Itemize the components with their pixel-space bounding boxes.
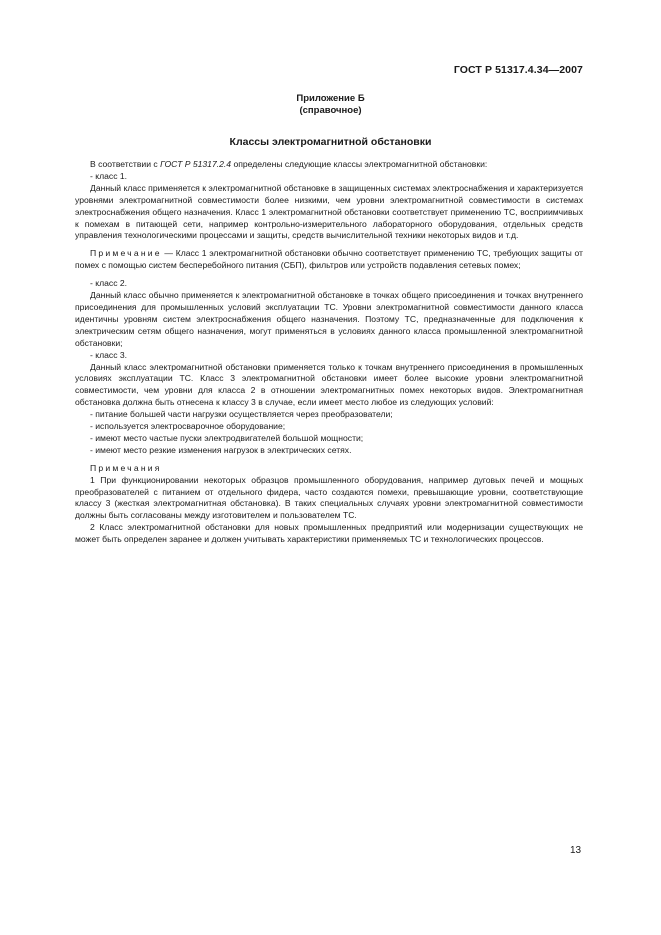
annex-heading [0,93,661,117]
standard-designation: ГОСТ Р 51317.4.34—2007 [453,64,583,76]
intro-paragraph [75,159,583,171]
class3-label: - класс 3. [90,349,128,360]
class1-label: - класс 1. [90,170,128,181]
page-number: 13 [570,845,582,856]
condition-item: - питание большей части нагрузки осуществляется через преобразователи; [90,409,393,420]
section-title: Классы электромагнитной обстановки [229,136,432,148]
class2-description: Данный класс обычно применяется к электромагнитной обстановке в точках общего присоединения и точках внутреннего присоединения для промышленных условий эксплуатации ТС. Уровни электромагнитной совместимости данного класса идентичны уровням систем электроснабжения общего назначения. Поэтому ТС, предназначенные для подключения к электрическим сетям общего назначения, могут применяться в условиях данного класса промышленной электромагнитной обстановки; [75,290,583,348]
annex-subtitle: (справочное) [299,105,362,116]
class3-description: Данный класс электромагнитной обстановки применяется только к точкам внутреннего присоединения в промышленных условиях эксплуатации ТС. Класс 3 электромагнитной обстановки имеет более высокие уровни электромагнитной совместимости, чем уровни для класса 2 в отношении электромагнитных помех некоторых видов. Электромагнитная обстановка должна быть отнесена к классу 3 в случае, если имеет место любое из следующих условий: [75,361,583,408]
intro-before: В соответствии с [90,159,161,169]
class2-label: - класс 2. [90,278,128,289]
note1-paragraph [75,248,583,272]
note-item: 2 Класс электромагнитной обстановки для новых промышленных предприятий или модернизации существующих не может быть определен заранее и должен учитывать характеристики применяемых ТС и технологических процессов. [75,522,583,545]
standard-reference: ГОСТ Р 51317.2.4 [160,159,232,169]
intro-after: определены следующие классы электромагнитной обстановки: [231,159,488,169]
notes-heading: Примечания [90,462,162,473]
condition-item: - имеют место резкие изменения нагрузок в электрических сетях. [90,444,352,455]
condition-item: - используется электросварочное оборудование; [90,421,286,432]
note1-text: — Класс 1 электромагнитной обстановки обычно соответствует применению ТС, требующих защиты от помех с помощью систем бесперебойного питания (СБП), фильтров или устройств подавления сетевых помех; [75,248,583,271]
note1-label: Примечание [90,248,162,259]
annex-title: Приложение Б [296,93,365,104]
class1-description: Данный класс применяется к электромагнитной обстановке в защищенных системах электроснабжения и характеризуется уровнями электромагнитной совместимости более низкими, чем уровни электромагнитной совместимости в системах электроснабжения общего назначения. Класс 1 электромагнитной обстановки соответствует применению ТС, восприимчивых к помехам в питающей сети, например контрольно-измерительного лабораторного оборудования, отдельных средств управления технологическими процессами и защиты, средств вычислительной техники некоторых видов и т.д. [75,182,583,241]
note-item: 1 При функционировании некоторых образцов промышленного оборудования, например дуговых печей и мощных преобразователей с питанием от отдельного фидера, часто создаются помехи, превышающие уровни, соответствующие классу 3 (жесткая электромагнитная обстановка). В таких специальных случаях уровни электромагнитной совместимости должны быть согласованы между изготовителем и пользователем ТС. [75,474,583,521]
document-body [75,159,583,546]
condition-item: - имеют место частые пуски электродвигателей большой мощности; [90,432,364,443]
